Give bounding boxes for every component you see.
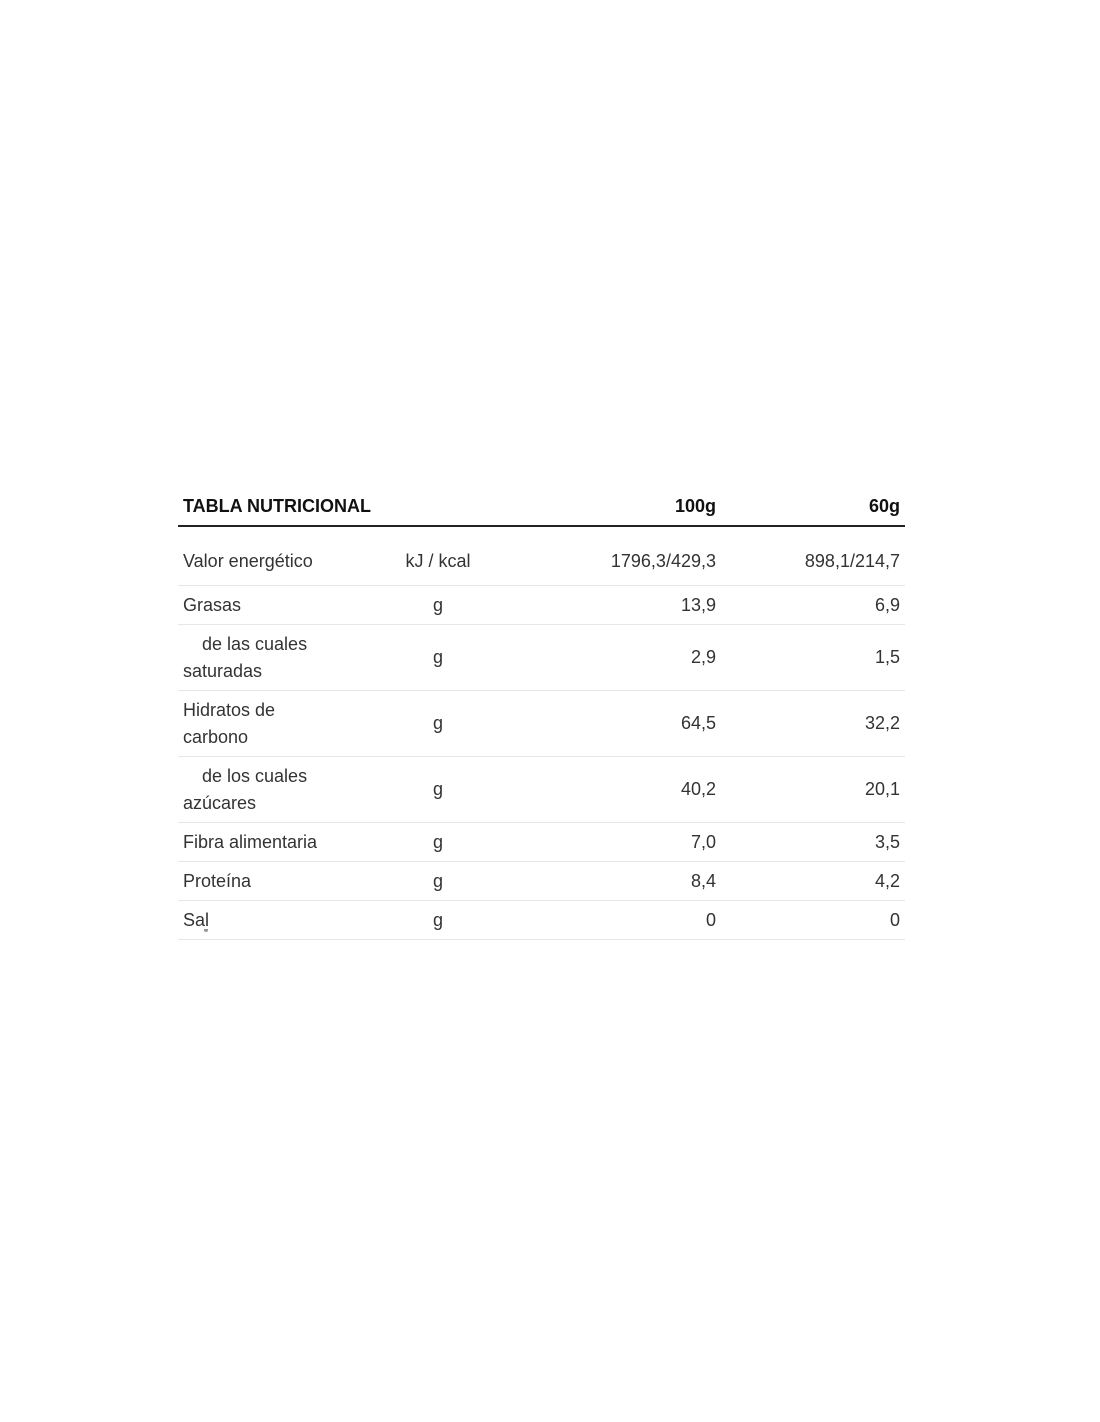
- row-unit: g: [432, 647, 443, 667]
- row-name: Proteína: [183, 870, 252, 891]
- row-name-line2: saturadas: [183, 660, 263, 681]
- table-row: [178, 625, 905, 691]
- row-name-line1: de las cuales: [202, 633, 308, 654]
- row-name: Sal: [183, 909, 210, 930]
- row-per100: 7,0: [690, 831, 716, 852]
- table-row: [178, 862, 905, 901]
- table-row: [178, 757, 905, 823]
- row-portion: 898,1/214,7: [804, 550, 900, 571]
- row-name: Fibra alimentaria: [183, 831, 318, 852]
- row-unit: g: [432, 870, 443, 891]
- row-name: Grasas: [183, 594, 242, 615]
- row-per100: 40,2: [680, 779, 716, 799]
- nutrition-table: [178, 488, 905, 940]
- row-unit: g: [432, 831, 443, 852]
- row-portion: 3,5: [874, 831, 900, 852]
- row-portion: 32,2: [864, 713, 900, 733]
- row-per100: 2,9: [690, 647, 716, 667]
- row-unit: g: [432, 909, 443, 930]
- table-row: [178, 527, 905, 586]
- cropped-text-fragment: [196, 929, 214, 933]
- row-per100: 13,9: [680, 594, 716, 615]
- row-portion: 1,5: [874, 647, 900, 667]
- row-unit: g: [432, 594, 443, 615]
- row-per100: 8,4: [690, 870, 716, 891]
- row-name-line2: azúcares: [183, 792, 257, 813]
- row-portion: 20,1: [864, 779, 900, 799]
- row-per100: 64,5: [680, 713, 716, 733]
- table-row: [178, 691, 905, 757]
- table-header: [178, 488, 905, 527]
- table-row: [178, 823, 905, 862]
- row-portion: 4,2: [874, 870, 900, 891]
- row-per100: 0: [705, 909, 716, 930]
- row-name: [178, 631, 383, 685]
- row-name: [178, 763, 383, 817]
- header-per100: 100g: [674, 496, 716, 516]
- row-name-line1: de los cuales: [202, 765, 308, 786]
- row-name-line1: Hidratos de: [183, 699, 276, 720]
- row-unit: g: [432, 713, 443, 733]
- row-portion: 0: [889, 909, 900, 930]
- row-unit: kJ / kcal: [405, 550, 471, 571]
- row-name: Valor energético: [183, 550, 313, 571]
- row-unit: g: [432, 779, 443, 799]
- row-per100: 1796,3/429,3: [610, 550, 716, 571]
- header-portion: 60g: [868, 496, 900, 516]
- header-title: TABLA NUTRICIONAL: [183, 496, 371, 516]
- row-name: [178, 697, 383, 751]
- table-row: [178, 586, 905, 625]
- table-row: [178, 901, 905, 940]
- row-portion: 6,9: [874, 594, 900, 615]
- row-name-line2: carbono: [183, 726, 249, 747]
